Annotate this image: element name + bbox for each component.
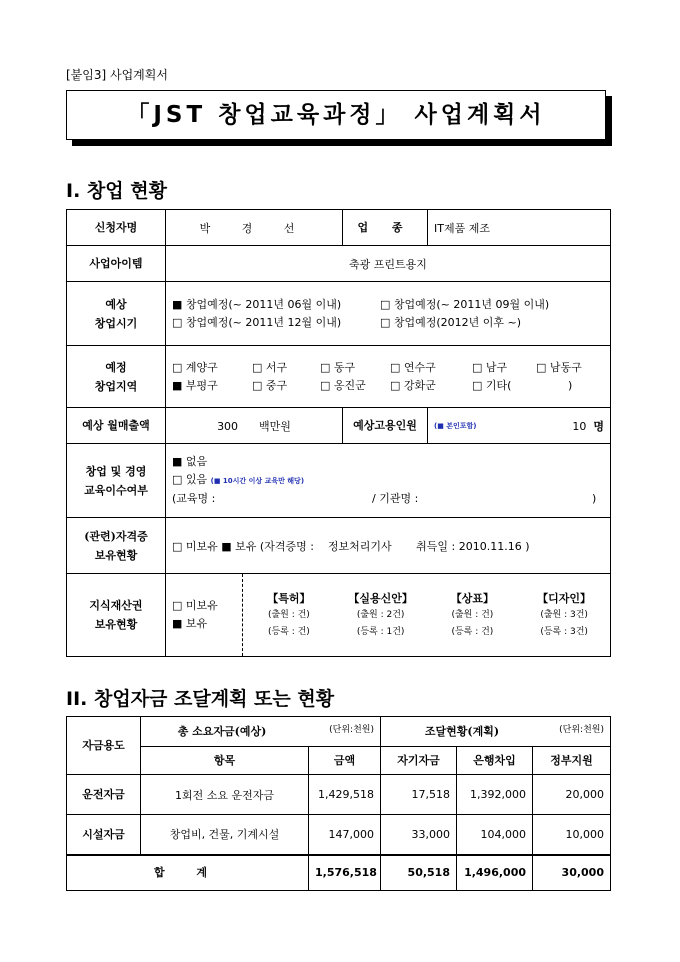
education-options — [166, 444, 611, 518]
ip-apply: (출원 : 2건) — [356, 609, 405, 620]
applicant-row — [67, 210, 611, 246]
timing-options — [166, 282, 611, 346]
idea-value: 축광 프린트용지 — [166, 246, 611, 282]
col-self: 자기자금 — [381, 747, 457, 775]
timing-option: □ 창업예정(2012년 이후 ~) — [380, 315, 522, 329]
idea-label: 사업아이템 — [67, 246, 166, 282]
ip-have: ■ 보유 — [172, 617, 208, 630]
startup-status-table — [66, 209, 611, 657]
row-item: 창업비, 건물, 기계시설 — [141, 815, 309, 855]
raise-head-cell — [381, 717, 611, 747]
ip-reg: (등록 : 건) — [451, 626, 494, 637]
cert-text: □ 미보유 ■ 보유 (자격증명 : — [172, 539, 314, 553]
certificate-label: (관련)자격증 보유현황 — [67, 518, 166, 574]
ip-apply: (출원 : 건) — [451, 609, 494, 620]
sales-label: 예상 월매출액 — [67, 408, 166, 444]
raise-unit: (단위:천원) — [559, 725, 604, 735]
region-option: □ 계양구 — [172, 360, 218, 374]
total-unit: (단위:천원) — [329, 725, 374, 735]
ip-status — [166, 574, 243, 656]
employ-note: (■ 본인포함) — [434, 421, 477, 430]
total-self: 50,518 — [381, 855, 457, 891]
region-option: □ 강화군 — [390, 378, 436, 392]
certificate-row — [67, 518, 611, 574]
ip-head: 【디자인】 — [537, 591, 592, 605]
total-amount: 1,576,518 — [309, 855, 381, 891]
region-row — [67, 346, 611, 408]
row-amount: 147,000 — [309, 815, 381, 855]
edu-yes: □ 있음 — [172, 473, 208, 486]
region-label: 예정 창업지역 — [67, 346, 166, 408]
cert-name: 정보처리기사 — [327, 539, 392, 553]
sales-row — [67, 408, 611, 444]
timing-row — [67, 282, 611, 346]
ip-reg: (등록 : 1건) — [356, 626, 405, 637]
employ-unit: 명 — [593, 419, 604, 433]
idea-row — [67, 246, 611, 282]
col-bank: 은행차입 — [457, 747, 533, 775]
cert-date: 취득일 : 2010.11.16 ) — [416, 539, 530, 553]
row-gov: 20,000 — [533, 775, 611, 815]
ip-reg: (등록 : 3건) — [540, 626, 588, 637]
timing-option: □ 창업예정(~ 2011년 12월 이내) — [172, 315, 342, 329]
timing-option: □ 창업예정(~ 2011년 09월 이내) — [380, 297, 550, 311]
row-bank: 104,000 — [457, 815, 533, 855]
row-self: 33,000 — [381, 815, 457, 855]
col-gov: 정부지원 — [533, 747, 611, 775]
document-title-box — [66, 90, 606, 140]
document-title: 「JST 창업교육과정」 사업계획서 — [126, 102, 546, 128]
section-2-heading: II. 창업자금 조달계획 또는 현황 — [66, 688, 335, 710]
ip-head: 【특허】 — [267, 591, 311, 605]
total-bank: 1,496,000 — [457, 855, 533, 891]
row-self: 17,518 — [381, 775, 457, 815]
region-option: □ 옹진군 — [320, 378, 366, 392]
row-label: 시설자금 — [67, 815, 141, 855]
total-label: 합 계 — [67, 855, 309, 891]
ip-reg: (등록 : 건) — [267, 626, 310, 637]
timing-label: 예상 창업시기 — [67, 282, 166, 346]
total-head-cell — [141, 717, 381, 747]
ip-cell — [166, 574, 611, 657]
row-item: 1회전 소요 운전자금 — [141, 775, 309, 815]
col-amount: 금액 — [309, 747, 381, 775]
sales-cell — [166, 408, 343, 444]
certificate-cell — [166, 518, 611, 574]
sales-value: 300 — [217, 419, 239, 433]
ip-apply: (출원 : 3건) — [540, 609, 588, 620]
section-1-heading: I. 창업 현황 — [66, 180, 167, 202]
education-row — [67, 444, 611, 518]
ip-label: 지식재산권 보유현황 — [67, 574, 166, 657]
total-gov: 30,000 — [533, 855, 611, 891]
attachment-label: [붙임3] 사업계획서 — [66, 68, 168, 82]
employ-value: 10 — [572, 419, 587, 433]
table-row — [67, 775, 611, 815]
raise-head: 조달현황(계획) — [424, 725, 500, 738]
edu-org: / 기관명 : — [372, 492, 419, 505]
funding-header-row — [67, 717, 611, 747]
region-option: □ 남동구 — [536, 360, 582, 374]
employ-label: 예상고용인원 — [343, 408, 428, 444]
region-option: □ 서구 — [252, 360, 288, 374]
table-row — [67, 815, 611, 855]
ip-none: □ 미보유 — [172, 599, 218, 612]
use-label: 자금용도 — [67, 717, 141, 775]
funding-table — [66, 716, 611, 891]
region-options — [166, 346, 611, 408]
ip-head: 【실용신안】 — [348, 591, 413, 605]
col-item: 항목 — [141, 747, 309, 775]
region-option: □ 기타( — [472, 378, 512, 392]
ip-grid — [243, 574, 610, 656]
edu-close: ) — [592, 492, 597, 505]
industry-value: IT제품 제조 — [428, 210, 611, 246]
region-option: □ 연수구 — [390, 360, 436, 374]
ip-row — [67, 574, 611, 657]
applicant-name: 박 경 선 — [166, 210, 343, 246]
row-amount: 1,429,518 — [309, 775, 381, 815]
row-bank: 1,392,000 — [457, 775, 533, 815]
sales-unit: 백만원 — [259, 419, 291, 433]
ip-apply: (출원 : 건) — [267, 609, 310, 620]
timing-option: ■ 창업예정(~ 2011년 06월 이내) — [172, 297, 342, 311]
total-row — [67, 855, 611, 891]
industry-label: 업 종 — [343, 210, 428, 246]
ip-head: 【상표】 — [450, 591, 494, 605]
region-option: □ 남구 — [472, 360, 508, 374]
employ-cell — [428, 408, 611, 444]
region-option: ■ 부평구 — [172, 378, 218, 392]
edu-note: (■ 10시간 이상 교육만 해당) — [210, 477, 305, 485]
funding-cols-row — [67, 747, 611, 775]
edu-name: (교육명 : — [172, 492, 216, 505]
region-option: □ 동구 — [320, 360, 356, 374]
applicant-label: 신청자명 — [67, 210, 166, 246]
total-head: 총 소요자금(예상) — [177, 725, 267, 738]
education-label: 창업 및 경영 교육이수여부 — [67, 444, 166, 518]
region-option: ) — [568, 378, 573, 392]
edu-none: ■ 없음 — [172, 455, 208, 468]
region-option: □ 중구 — [252, 378, 288, 392]
row-gov: 10,000 — [533, 815, 611, 855]
row-label: 운전자금 — [67, 775, 141, 815]
